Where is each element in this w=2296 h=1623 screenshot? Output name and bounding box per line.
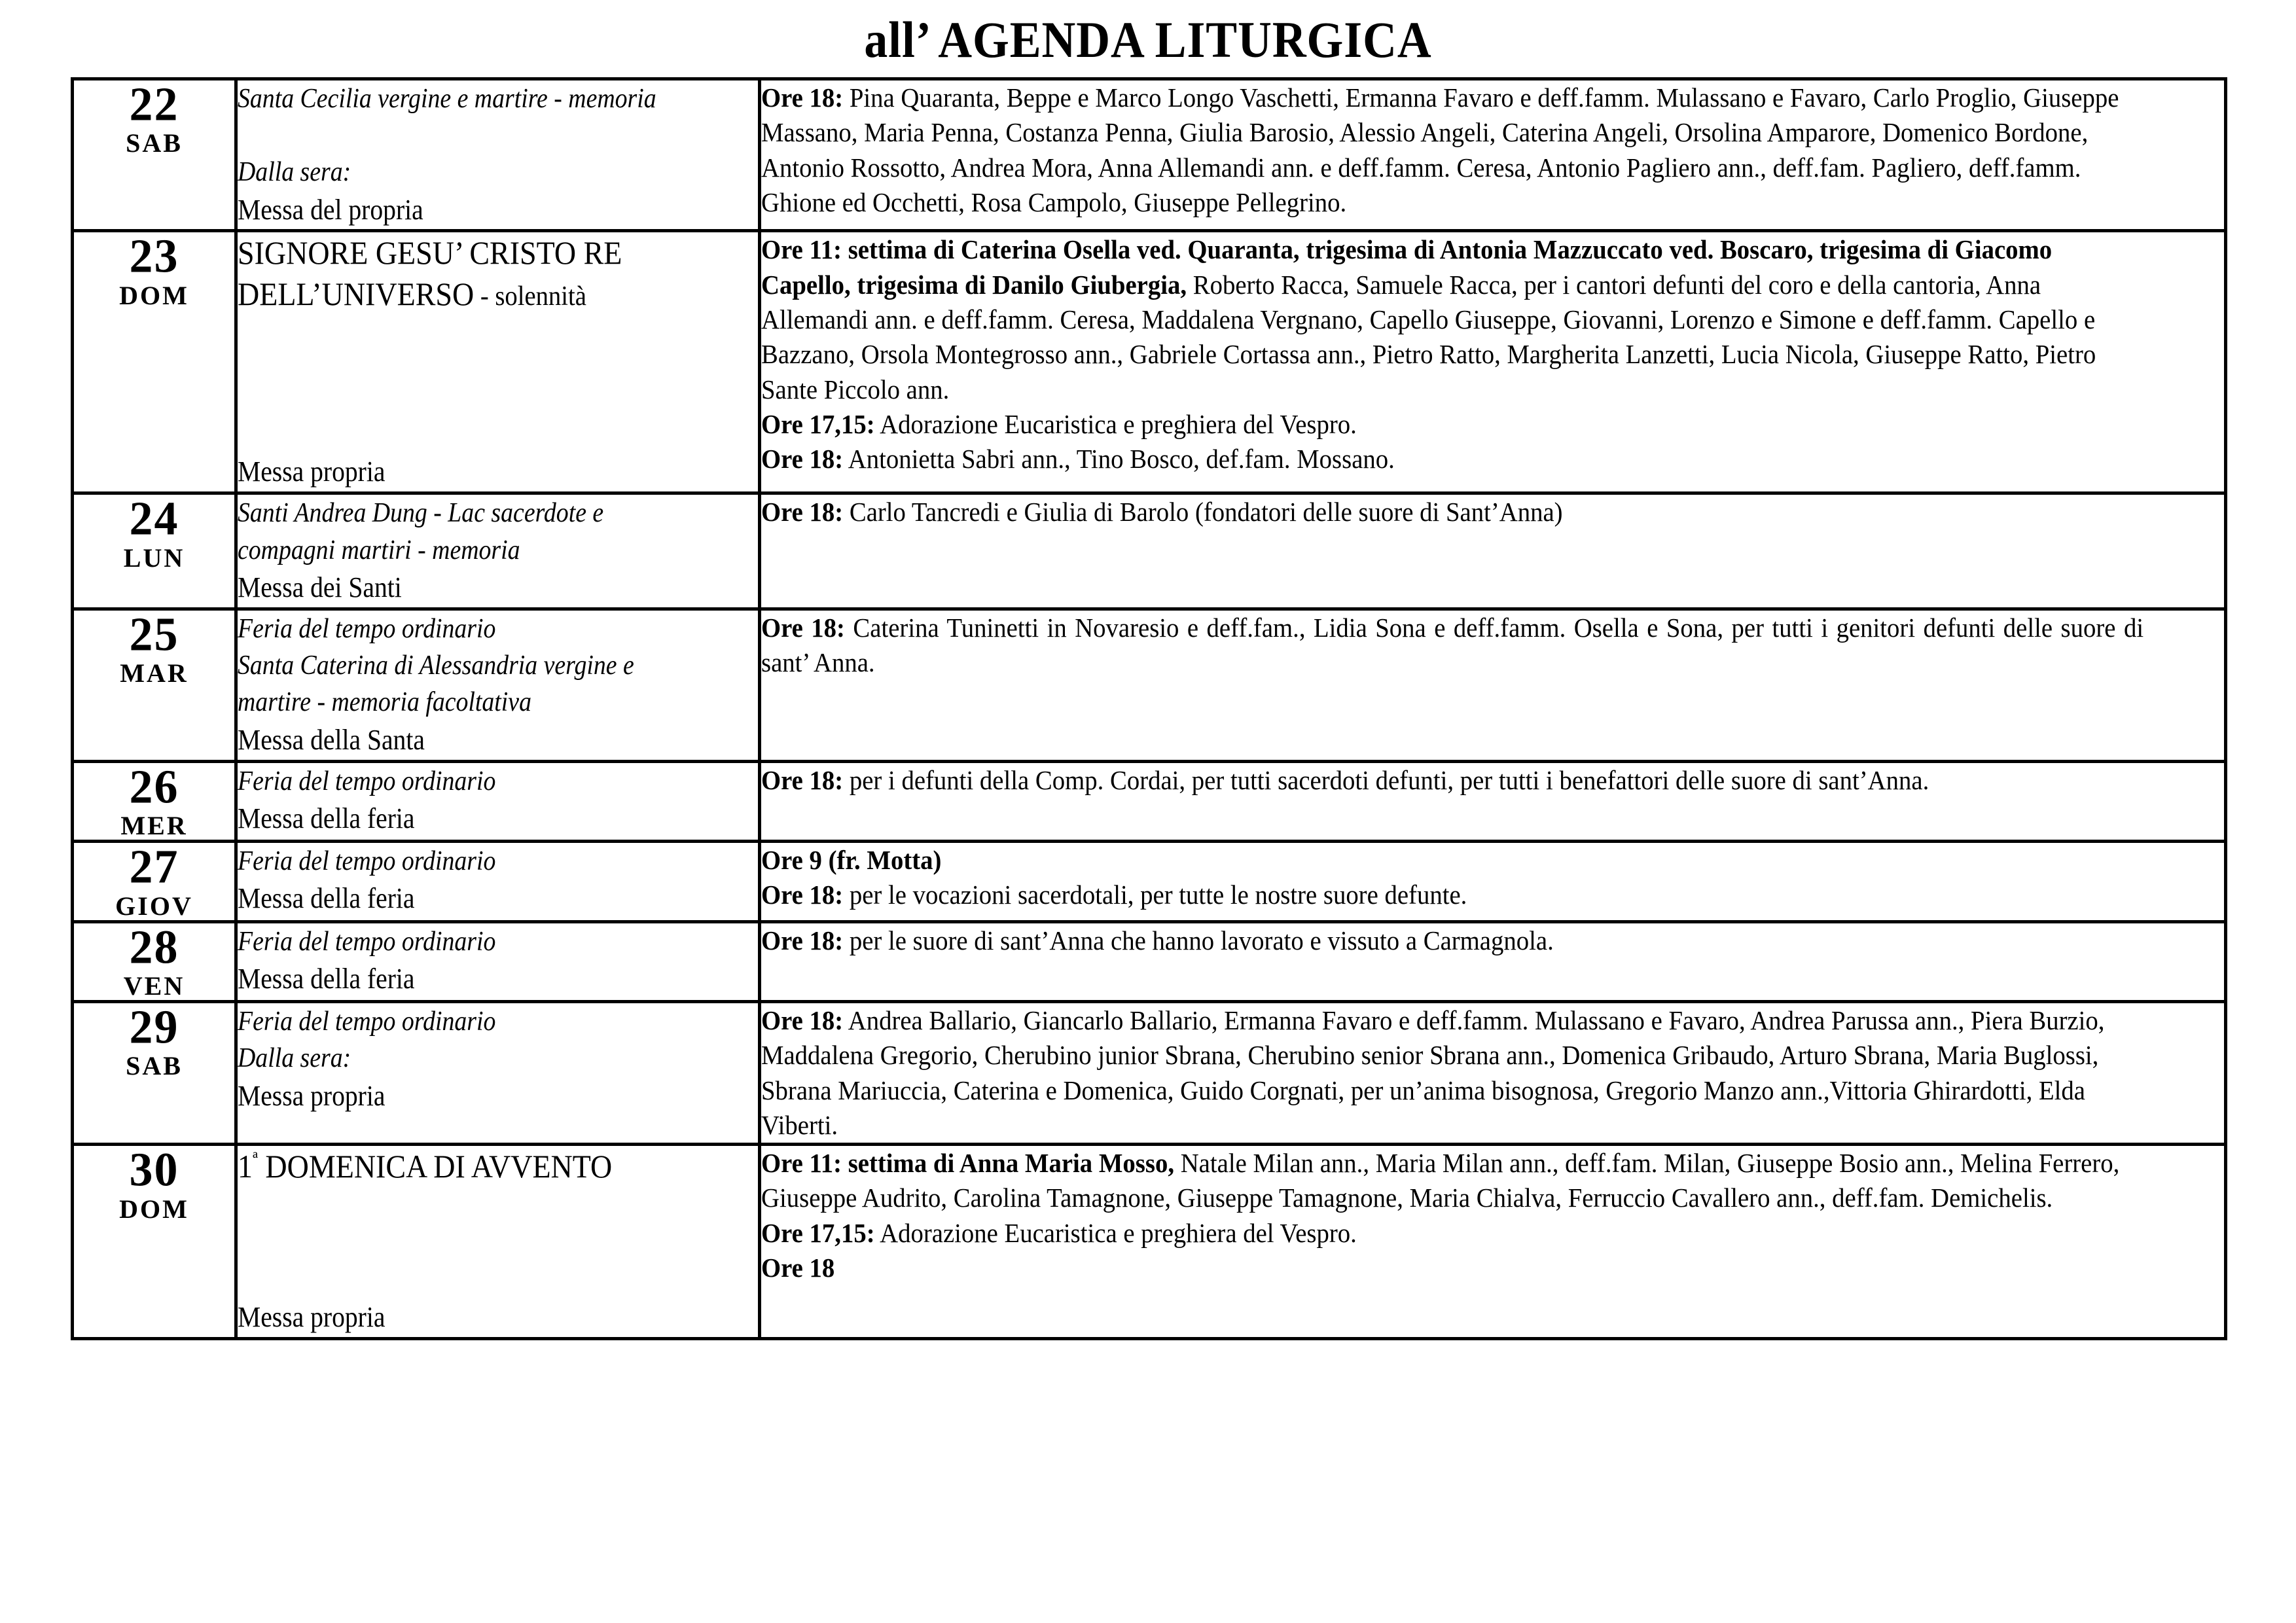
table-row: [73, 493, 2226, 609]
intentions-cell: [760, 921, 2226, 1001]
intention-entry: [761, 232, 2144, 406]
date-cell: [73, 761, 236, 841]
celebration-cell: [236, 609, 760, 761]
table-row: [73, 609, 2226, 761]
day-number: 22: [129, 77, 179, 131]
day-of-week: MAR: [120, 658, 188, 688]
celebration-cell: [236, 1001, 760, 1144]
intention-text: Natale Milan ann., Maria Milan ann., deff.fam. Milan, Giuseppe Bosio ann., Melina Ferrero, Giuseppe Audrito, Carolina Tamagnone, Giuseppe Tamagnone, Maria Chialva, Ferruccio Cavallero ann., deff.fam. Demichelis.: [761, 1148, 2120, 1213]
intention-time-label: Ore 18:: [761, 1005, 844, 1035]
day-of-week: VEN: [123, 971, 185, 1001]
intentions-cell: [760, 1145, 2226, 1338]
table-row: [73, 761, 2226, 841]
mass-formulary-line: Messa propria: [238, 1079, 386, 1112]
intentions-cell: [760, 79, 2226, 231]
intention-time-label: Ore 18:: [761, 764, 844, 795]
celebration-title-line: [238, 274, 716, 315]
intentions-cell: [760, 231, 2226, 493]
page-title: all’ AGENDA LITURGICA: [864, 11, 1432, 68]
intention-text: Antonietta Sabri ann., Tino Bosco, def.fam. Mossano.: [843, 444, 1395, 474]
date-cell: [73, 921, 236, 1001]
spacer: [238, 117, 758, 154]
intention-text: Caterina Tuninetti in Novaresio e deff.fam., Lidia Sona e deff.famm. Osella e Sona, per tutti i genitori defunti delle suore di sant’ Anna.: [761, 612, 2144, 678]
intention-time-label: Ore 18:: [761, 612, 845, 643]
day-number: 25: [129, 607, 179, 661]
ordinal-suffix: ª: [253, 1147, 258, 1171]
intention-time-label: Ore 18:: [761, 497, 844, 527]
mass-formulary-line: Messa propria: [238, 455, 386, 488]
day-number: 23: [129, 229, 179, 283]
intention-text: Roberto Racca, Samuele Racca, per i cantori defunti del coro e della cantoria, Anna Allemandi ann. e deff.famm. Ceresa, Maddalena Vergnano, Capello Giuseppe, Giovanni, Lorenzo e Simone e deff.famm. Capello e Bazzano, Orsola Montegrosso ann., Gabriele Cortassa ann., Pietro Ratto, Margherita Lanzetti, Lucia Nicola, Giuseppe Ratto, Pietro Sante Piccolo ann.: [761, 269, 2096, 404]
celebration-cell: [236, 79, 760, 231]
intention-text: Adorazione Eucaristica e preghiera del Vespro.: [874, 1217, 1357, 1248]
table-row: [73, 1001, 2226, 1144]
intention-entry: [761, 1146, 2144, 1216]
intention-text: per le suore di sant’Anna che hanno lavorato e vissuto a Carmagnola.: [843, 925, 1554, 955]
celebration-line: Feria del tempo ordinario: [238, 613, 496, 644]
intention-time-label: Ore 9 (fr. Motta): [761, 845, 942, 876]
mass-formulary-line: Messa della feria: [238, 962, 415, 995]
celebration-line: Santi Andrea Dung - Lac sacerdote e: [238, 498, 604, 529]
day-of-week: DOM: [119, 1194, 189, 1224]
table-row: [73, 1145, 2226, 1338]
intention-entry: [761, 1003, 2144, 1143]
day-number: 26: [129, 759, 179, 813]
day-number: 29: [129, 1000, 179, 1054]
day-of-week: MER: [120, 811, 188, 841]
celebration-title-caps: DELL’UNIVERSO: [238, 275, 475, 312]
intention-entry: [761, 407, 2144, 442]
mass-formulary-line: Messa della feria: [238, 802, 415, 834]
intention-text: per le vocazioni sacerdotali, per tutte le nostre suore defunte.: [843, 880, 1467, 910]
celebration-title-line: [238, 1146, 716, 1187]
intention-time-label: Ore 18:: [761, 925, 844, 955]
intention-text: Carlo Tancredi e Giulia di Barolo (fondatori delle suore di Sant’Anna): [843, 497, 1563, 527]
date-cell: [73, 79, 236, 231]
intention-entry: [761, 1216, 2144, 1251]
date-cell: [73, 1001, 236, 1144]
intentions-cell: [760, 761, 2226, 841]
intentions-cell: [760, 1001, 2226, 1144]
day-number: 30: [129, 1143, 179, 1196]
intention-text: Andrea Ballario, Giancarlo Ballario, Ermanna Favaro e deff.famm. Mulassano e Favaro, Andrea Parussa ann., Piera Burzio, Maddalena Gregorio, Cherubino junior Sbrana, Cherubino senior Sbrana ann., Domenica Gribaudo, Arturo Sbrana, Maria Buglossi, Sbrana Mariuccia, Caterina e Domenica, Guido Corgnati, per un’anima bisognosa, Gregorio Manzo ann.,Vittoria Ghirardotti, Elda Viberti.: [761, 1005, 2105, 1140]
celebration-line: Feria del tempo ordinario: [238, 1006, 496, 1037]
date-cell: [73, 1145, 236, 1338]
intention-time-label: Ore 18:: [761, 82, 844, 113]
celebration-line: SIGNORE GESU’ CRISTO RE: [238, 234, 622, 272]
day-number: 28: [129, 919, 179, 974]
intention-entry: [761, 495, 2144, 529]
intention-entry: [761, 878, 2144, 912]
ordinal-number: 1: [238, 1148, 253, 1185]
celebration-cell: [236, 761, 760, 841]
intention-text: per i defunti della Comp. Cordai, per tutti sacerdoti defunti, per tutti i benefattori delle suore di sant’Anna.: [843, 764, 1929, 795]
intentions-cell: [760, 842, 2226, 921]
intentions-cell: [760, 609, 2226, 761]
celebration-title-caps: DOMENICA DI AVVENTO: [257, 1148, 613, 1185]
celebration-rank: - solennità: [474, 281, 586, 312]
date-cell: [73, 231, 236, 493]
intention-entry: [761, 1251, 2144, 1285]
intention-entry: [761, 843, 2144, 878]
intention-time-label: Ore 11: settima di Caterina Osella ved. Quaranta, trigesima di Antonia Mazzuccato ved. Boscaro, trigesima di Giacomo Capello, trigesima di Danilo Giubergia,: [761, 234, 2053, 300]
celebration-line: compagni martiri - memoria: [238, 535, 520, 565]
intention-entry: [761, 763, 2144, 798]
table-row: [73, 842, 2226, 921]
intention-time-label: Ore 11: settima di Anna Maria Mosso,: [761, 1148, 1175, 1179]
table-row: [73, 79, 2226, 231]
celebration-line: Santa Cecilia vergine e martire - memoria: [238, 84, 656, 114]
table-row: [73, 921, 2226, 1001]
intention-text: Pina Quaranta, Beppe e Marco Longo Vaschetti, Ermanna Favaro e deff.famm. Mulassano e Favaro, Carlo Proglio, Giuseppe Massano, Maria Penna, Costanza Penna, Giulia Barosio, Alessio Angeli, Caterina Angeli, Orsolina Amparore, Domenico Bordone, Antonio Rossotto, Andrea Mora, Anna Allemandi ann. e deff.famm. Ceresa, Antonio Pagliero ann., deff.fam. Pagliero, deff.famm. Ghione ed Occhetti, Rosa Campolo, Giuseppe Pellegrino.: [761, 82, 2119, 217]
intention-entry: [761, 611, 2144, 681]
intention-time-label: Ore 17,15:: [761, 408, 875, 439]
celebration-line: martire - memoria facoltativa: [238, 687, 531, 718]
table-row: [73, 231, 2226, 493]
intention-time-label: Ore 18:: [761, 444, 844, 474]
day-of-week: LUN: [123, 543, 185, 573]
liturgical-agenda-table: [71, 77, 2227, 1340]
mass-formulary-line: Messa propria: [238, 1300, 386, 1333]
day-of-week: DOM: [119, 280, 189, 310]
mass-formulary-line: Messa dei Santi: [238, 571, 402, 603]
intentions-cell: [760, 493, 2226, 609]
spacer: [238, 314, 758, 453]
mass-formulary-line: Messa della feria: [238, 882, 415, 915]
intention-time-label: Ore 17,15:: [761, 1217, 875, 1248]
celebration-cell: [236, 921, 760, 1001]
day-number: 27: [129, 840, 179, 893]
agenda-table-container: [71, 77, 2224, 1340]
intention-text: Adorazione Eucaristica e preghiera del Vespro.: [874, 408, 1357, 439]
celebration-cell: [236, 1145, 760, 1338]
celebration-line: Dalla sera:: [238, 157, 351, 188]
mass-formulary-line: Messa del propria: [238, 193, 423, 226]
celebration-line: Feria del tempo ordinario: [238, 766, 496, 796]
celebration-line: Dalla sera:: [238, 1043, 351, 1074]
intention-entry: [761, 80, 2144, 220]
day-of-week: SAB: [126, 128, 183, 158]
celebration-line: Santa Caterina di Alessandria vergine e: [238, 651, 634, 681]
spacer: [238, 1187, 758, 1298]
intention-entry: [761, 923, 2144, 958]
celebration-cell: [236, 231, 760, 493]
celebration-line: Feria del tempo ordinario: [238, 846, 496, 877]
date-cell: [73, 493, 236, 609]
day-of-week: SAB: [126, 1051, 183, 1081]
day-number: 24: [129, 491, 179, 546]
intention-entry: [761, 442, 2144, 476]
mass-formulary-line: Messa della Santa: [238, 723, 425, 756]
intention-time-label: Ore 18:: [761, 880, 844, 910]
celebration-cell: [236, 493, 760, 609]
celebration-line: Feria del tempo ordinario: [238, 926, 496, 957]
celebration-cell: [236, 842, 760, 921]
date-cell: [73, 842, 236, 921]
intention-time-label: Ore 18: [761, 1253, 835, 1283]
date-cell: [73, 609, 236, 761]
day-of-week: GIOV: [115, 891, 193, 921]
